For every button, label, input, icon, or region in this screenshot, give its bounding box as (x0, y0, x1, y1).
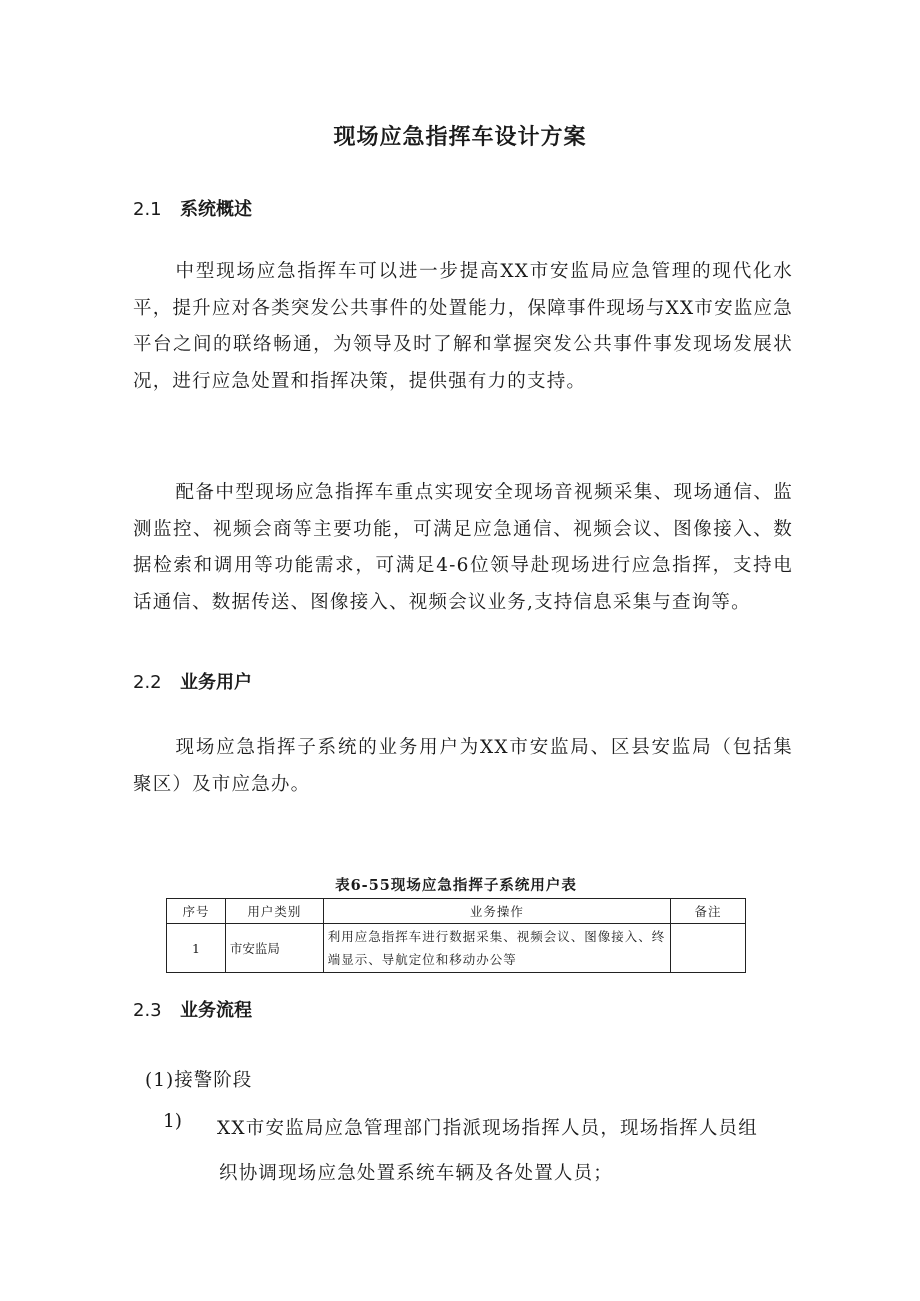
list-item-marker: 1) (163, 1111, 182, 1132)
paragraph-users: 现场应急指挥子系统的业务用户为XX市安监局、区县安监局（包括集聚区）及市应急办。 (133, 737, 793, 795)
header-cell-user-type: 用户类别 (225, 899, 323, 924)
table-row (167, 924, 746, 973)
document-title: 现场应急指挥车设计方案 (333, 125, 587, 150)
section-heading-2-2 (133, 668, 252, 694)
paragraph-overview-2: 配备中型现场应急指挥车重点实现安全现场音视频采集、现场通信、监测监控、视频会商等主要功能，可满足应急通信、视频会议、图像接入、数据检索和调用等功能需求，可满足4-6位领导赴现场进行应急指挥，支持电话通信、数据传送、图像接入、视频会议业务,支持信息采集与查询等。 (133, 482, 793, 613)
section-heading-2-3 (133, 996, 252, 1022)
section-heading-2-1 (133, 195, 252, 221)
list-item-text-line1: XX市安监局应急管理部门指派现场指挥人员，现场指挥人员组 (217, 1118, 758, 1139)
section-number: 2.2 (133, 672, 162, 693)
table-header-row (167, 899, 746, 924)
section-number: 2.3 (133, 1000, 162, 1021)
table-caption: 表6-55现场应急指挥子系统用户表 (335, 877, 577, 894)
cell-operation: 利用应急指挥车进行数据采集、视频会议、图像接入、终端显示、导航定位和移动办公等 (323, 924, 670, 973)
section-number: 2.1 (133, 199, 162, 220)
list-item (217, 1106, 787, 1196)
user-table (166, 898, 746, 973)
paragraph-overview-1: 中型现场应急指挥车可以进一步提高XX市安监局应急管理的现代化水平，提升应对各类突发公共事件的处置能力，保障事件现场与XX市安监应急平台之间的联络畅通，为领导及时了解和掌握突发公共事件事发现场发展状况，进行应急处置和指挥决策，提供强有力的支持。 (133, 261, 793, 392)
cell-index: 1 (167, 924, 226, 973)
header-cell-remarks: 备注 (671, 899, 746, 924)
header-cell-operation: 业务操作 (323, 899, 670, 924)
section-title: 系统概述 (180, 199, 252, 220)
workflow-stage-label: (1)接警阶段 (145, 1070, 253, 1091)
section-title: 业务用户 (180, 672, 252, 693)
header-cell-index: 序号 (167, 899, 226, 924)
section-title: 业务流程 (180, 1000, 252, 1021)
cell-user-type: 市安监局 (225, 924, 323, 973)
list-item-text-line2: 织协调现场应急处置系统车辆及各处置人员； (219, 1163, 614, 1184)
cell-remarks (671, 924, 746, 973)
